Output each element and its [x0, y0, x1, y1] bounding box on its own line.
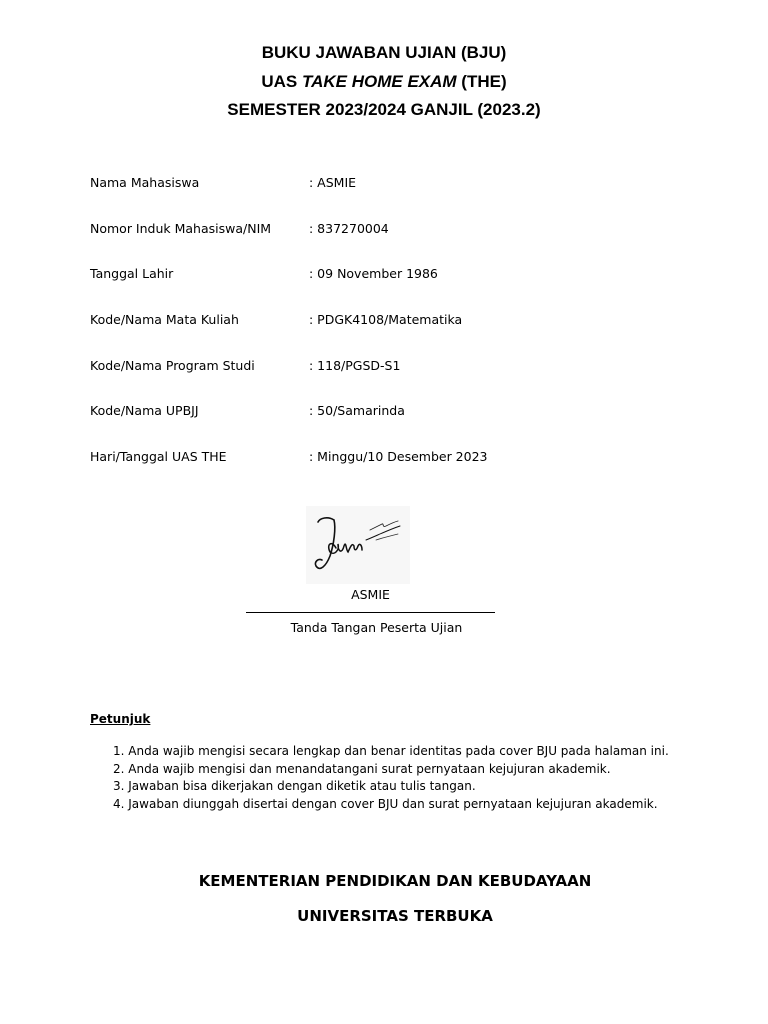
field-value-mata-kuliah: : PDGK4108/Matematika [309, 312, 463, 327]
title-line-3: SEMESTER 2023/2024 GANJIL (2023.2) [227, 100, 541, 119]
signature-caption: Tanda Tangan Peserta Ujian [290, 620, 463, 635]
instruction-item: 4. Jawaban diunggah disertai dengan cover BJU dan surat pernyataan kejujuran akademik. [113, 796, 658, 811]
field-label-hari-tanggal: Hari/Tanggal UAS THE [90, 449, 227, 464]
field-value-nim: : 837270004 [309, 221, 389, 236]
title-line-2-prefix: UAS [261, 72, 302, 91]
title-line-1: BUKU JAWABAN UJIAN (BJU) [261, 43, 507, 62]
handwritten-signature [306, 506, 410, 584]
field-value-program-studi: : 118/PGSD-S1 [309, 358, 401, 373]
field-label-tanggal-lahir: Tanggal Lahir [90, 266, 174, 281]
footer-university: UNIVERSITAS TERBUKA [297, 907, 493, 925]
title-line-2-italic: TAKE HOME EXAM [302, 72, 457, 91]
signature-line [246, 612, 495, 613]
signature-name: ASMIE [351, 587, 390, 602]
title-line-2-suffix: (THE) [456, 72, 507, 91]
instruction-item: 1. Anda wajib mengisi secara lengkap dan benar identitas pada cover BJU pada halaman ini. [113, 744, 669, 758]
field-label-upbjj: Kode/Nama UPBJJ [90, 403, 199, 418]
field-label-mata-kuliah: Kode/Nama Mata Kuliah [90, 312, 239, 327]
instruction-item: 2. Anda wajib mengisi dan menandatangani surat pernyataan kejujuran akademik. [113, 761, 611, 776]
instruction-item: 3. Jawaban bisa dikerjakan dengan diketik atau tulis tangan. [113, 779, 476, 793]
field-value-hari-tanggal: : Minggu/10 Desember 2023 [309, 449, 488, 464]
field-label-program-studi: Kode/Nama Program Studi [90, 358, 255, 373]
field-value-tanggal-lahir: : 09 November 1986 [309, 266, 438, 281]
instructions-list [113, 743, 669, 813]
field-label-nim: Nomor Induk Mahasiswa/NIM [90, 221, 272, 236]
title-line-2 [0, 72, 768, 92]
field-label-nama: Nama Mahasiswa [90, 175, 200, 190]
instructions-heading: Petunjuk [90, 712, 151, 726]
field-value-nama: : ASMIE [309, 175, 357, 190]
footer-ministry: KEMENTERIAN PENDIDIKAN DAN KEBUDAYAAN [198, 872, 592, 890]
field-value-upbjj: : 50/Samarinda [309, 403, 405, 418]
